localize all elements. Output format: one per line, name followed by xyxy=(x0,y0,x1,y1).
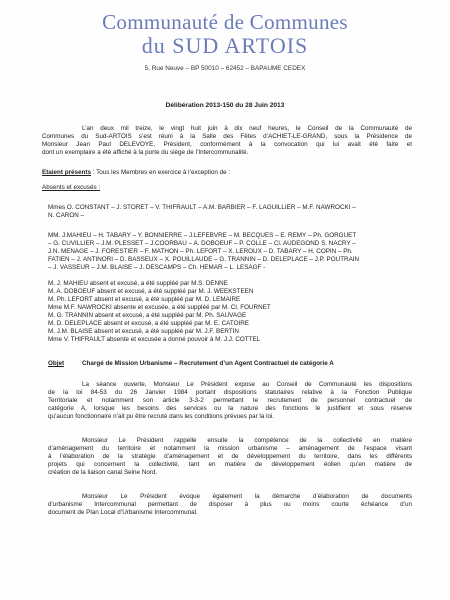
members-line: FATIEN – J. ANTINORI – D. BASSEUX – X. POUILLAUDE – G. TRANNIN – D. DELEPLACE – J.P. POUTRAIN xyxy=(48,256,360,263)
paragraph-line: d’aménagement du territoire et notamment la mission urbanisme – aménagement de l’espace visant xyxy=(48,445,412,452)
paragraph-line: projets qui concernent la collectivité, tant en matière de développement éolien qu’en matière de xyxy=(48,461,412,468)
intro-line: Monsieur Jean Paul DELEVOYE, Président, conformément à la convocation qui lui avait été faite et xyxy=(42,141,412,148)
objet-text: Chargé de Mission Urbanisme – Recrutement d’un Agent Contractuel de catégorie A xyxy=(82,360,334,367)
paragraph-line: Monsieur Le Président rappelle ensuite la compétence de la collectivité en matière xyxy=(82,437,412,444)
deliberation-title: Délibération 2013-150 du 28 Juin 2013 xyxy=(165,102,285,109)
proxy-line: M. Ph. LEFORT absent et excusé, a été suppléé par M. D. LEMAIRE xyxy=(48,296,241,303)
proxy-line: M. G. TRANNIN absent et excusé, a été suppléé par M. Ph. SAUVAGE xyxy=(48,312,247,319)
paragraph-line: Monsieur Le Président évoque également la démarche d’élaboration de documents xyxy=(82,493,412,500)
proxy-line: M. J. MAHIEU absent et excusé, a été suppléé par M.S. DENNE xyxy=(48,280,228,287)
paragraph-line: catégorie A, lorsque les besoins des services ou la nature des fonctions le justifient et sous réserve xyxy=(48,405,412,412)
presents-text: : Tous les Membres en exercice à l’exception de : xyxy=(91,169,231,176)
proxy-line: M. J.M. BLAISE absent et excusé, a été suppléé par M. J.F. BERTIN xyxy=(48,328,239,335)
header-title-line1: Communauté de Communes xyxy=(102,10,348,34)
intro-line: dont un exemplaire a été affiché à la porte du siège de l’Intercommunalité. xyxy=(42,149,249,156)
members-line: – J. VASSEUR – J.M. BLAISE – J. DESCAMPS – Ch. HEMAR – L. LESAGF - xyxy=(48,264,266,271)
paragraph-line: à l’élaboration de la stratégie d’aménagement et de développement du territoire, dans les différents xyxy=(48,453,412,460)
absents-line: Mmes O. CONSTANT – J. STORET – V. THIFRAULT – A.M. BARBIER – F. LAGUILLIER – M.F. NAWROCKI – xyxy=(48,204,356,211)
proxy-line: M. D. DELEPLACE absent et excusé, a été suppléé par M. E. CATOIRE xyxy=(48,320,250,327)
paragraph-line: création de la liaison canal Seine Nord. xyxy=(48,469,158,476)
objet-label: Objet xyxy=(48,360,65,367)
paragraph-line: Territoriale et notamment son article 3-3-2 permettant le recrutement de personnel contractuel de xyxy=(48,397,412,404)
paragraph-line: d’urbanisme Intercommunal permettant de disposer à plus ou moins courte échéance d’un xyxy=(48,501,412,508)
proxy-line: Mme M.F. NAWROCKI absente et excusée, a été suppléé par M. Cl. FOURNET xyxy=(48,304,271,311)
paragraph-line: qu’aucun fonctionnaire n’ait pu être recruté dans les conditions prévues par la loi. xyxy=(48,413,275,420)
members-line: J.N. MENAGE – J. FORESTIER – F. MATHON – Ph. LEFORT – X. LEROUX – D. TABARY – H. COPIN – Ph. xyxy=(48,248,353,255)
presents-label: Etaient présents xyxy=(42,169,91,176)
members-line: MM. J.MAHIEU – H. TABARY – Y. BONNIERRE – J.LEFEBVRE – M. BECQUES – E. REMY – Ph. GORGUET xyxy=(48,232,357,239)
absents-label: Absents et excusés : xyxy=(42,184,101,191)
paragraph-line: de la loi 84-53 du 26 Janvier 1984 portant dispositions statutaires relative à la Fonction Publique xyxy=(48,389,412,396)
header-address: 5, Rue Neuve – BP 50010 – 62452 – BAPAUME CEDEX xyxy=(144,65,306,72)
intro-line: L’an deux mil treize, le vingt huit juin à dix neuf heures, le Conseil de la Communauté de xyxy=(82,125,412,132)
header-title-line2: du SUD ARTOIS xyxy=(141,33,309,58)
paragraph-line: document de Plan Local d’Urbanisme Intercommunal. xyxy=(48,509,198,516)
proxy-line: Mme V. THIFRAULT absente et excusée a donné pouvoir à M. J.J. COTTEL xyxy=(48,336,261,343)
members-line: – G. CUVILLIER – J.M. PLESSET – J.COORBAU – A. DOBOEUF – P. COLLE – Cl. AUDEGOND S. NACRY – xyxy=(48,240,356,247)
presents-line xyxy=(42,169,230,176)
intro-line: Communes du Sud-ARTOIS s’est réuni à la Salle des Fêtes d’ACHIET-LE-GRAND, sous la Présidence de xyxy=(42,133,412,140)
absents-line: N. CARON – xyxy=(48,212,85,219)
proxy-line: M. A. DOBOEUF absent et excusé, a été suppléé par M. J. WEEKSTEEN xyxy=(48,288,254,295)
paragraph-line: La séance ouverte, Monsieur Le Président expose au Conseil de Communauté les dispositions xyxy=(82,381,412,388)
